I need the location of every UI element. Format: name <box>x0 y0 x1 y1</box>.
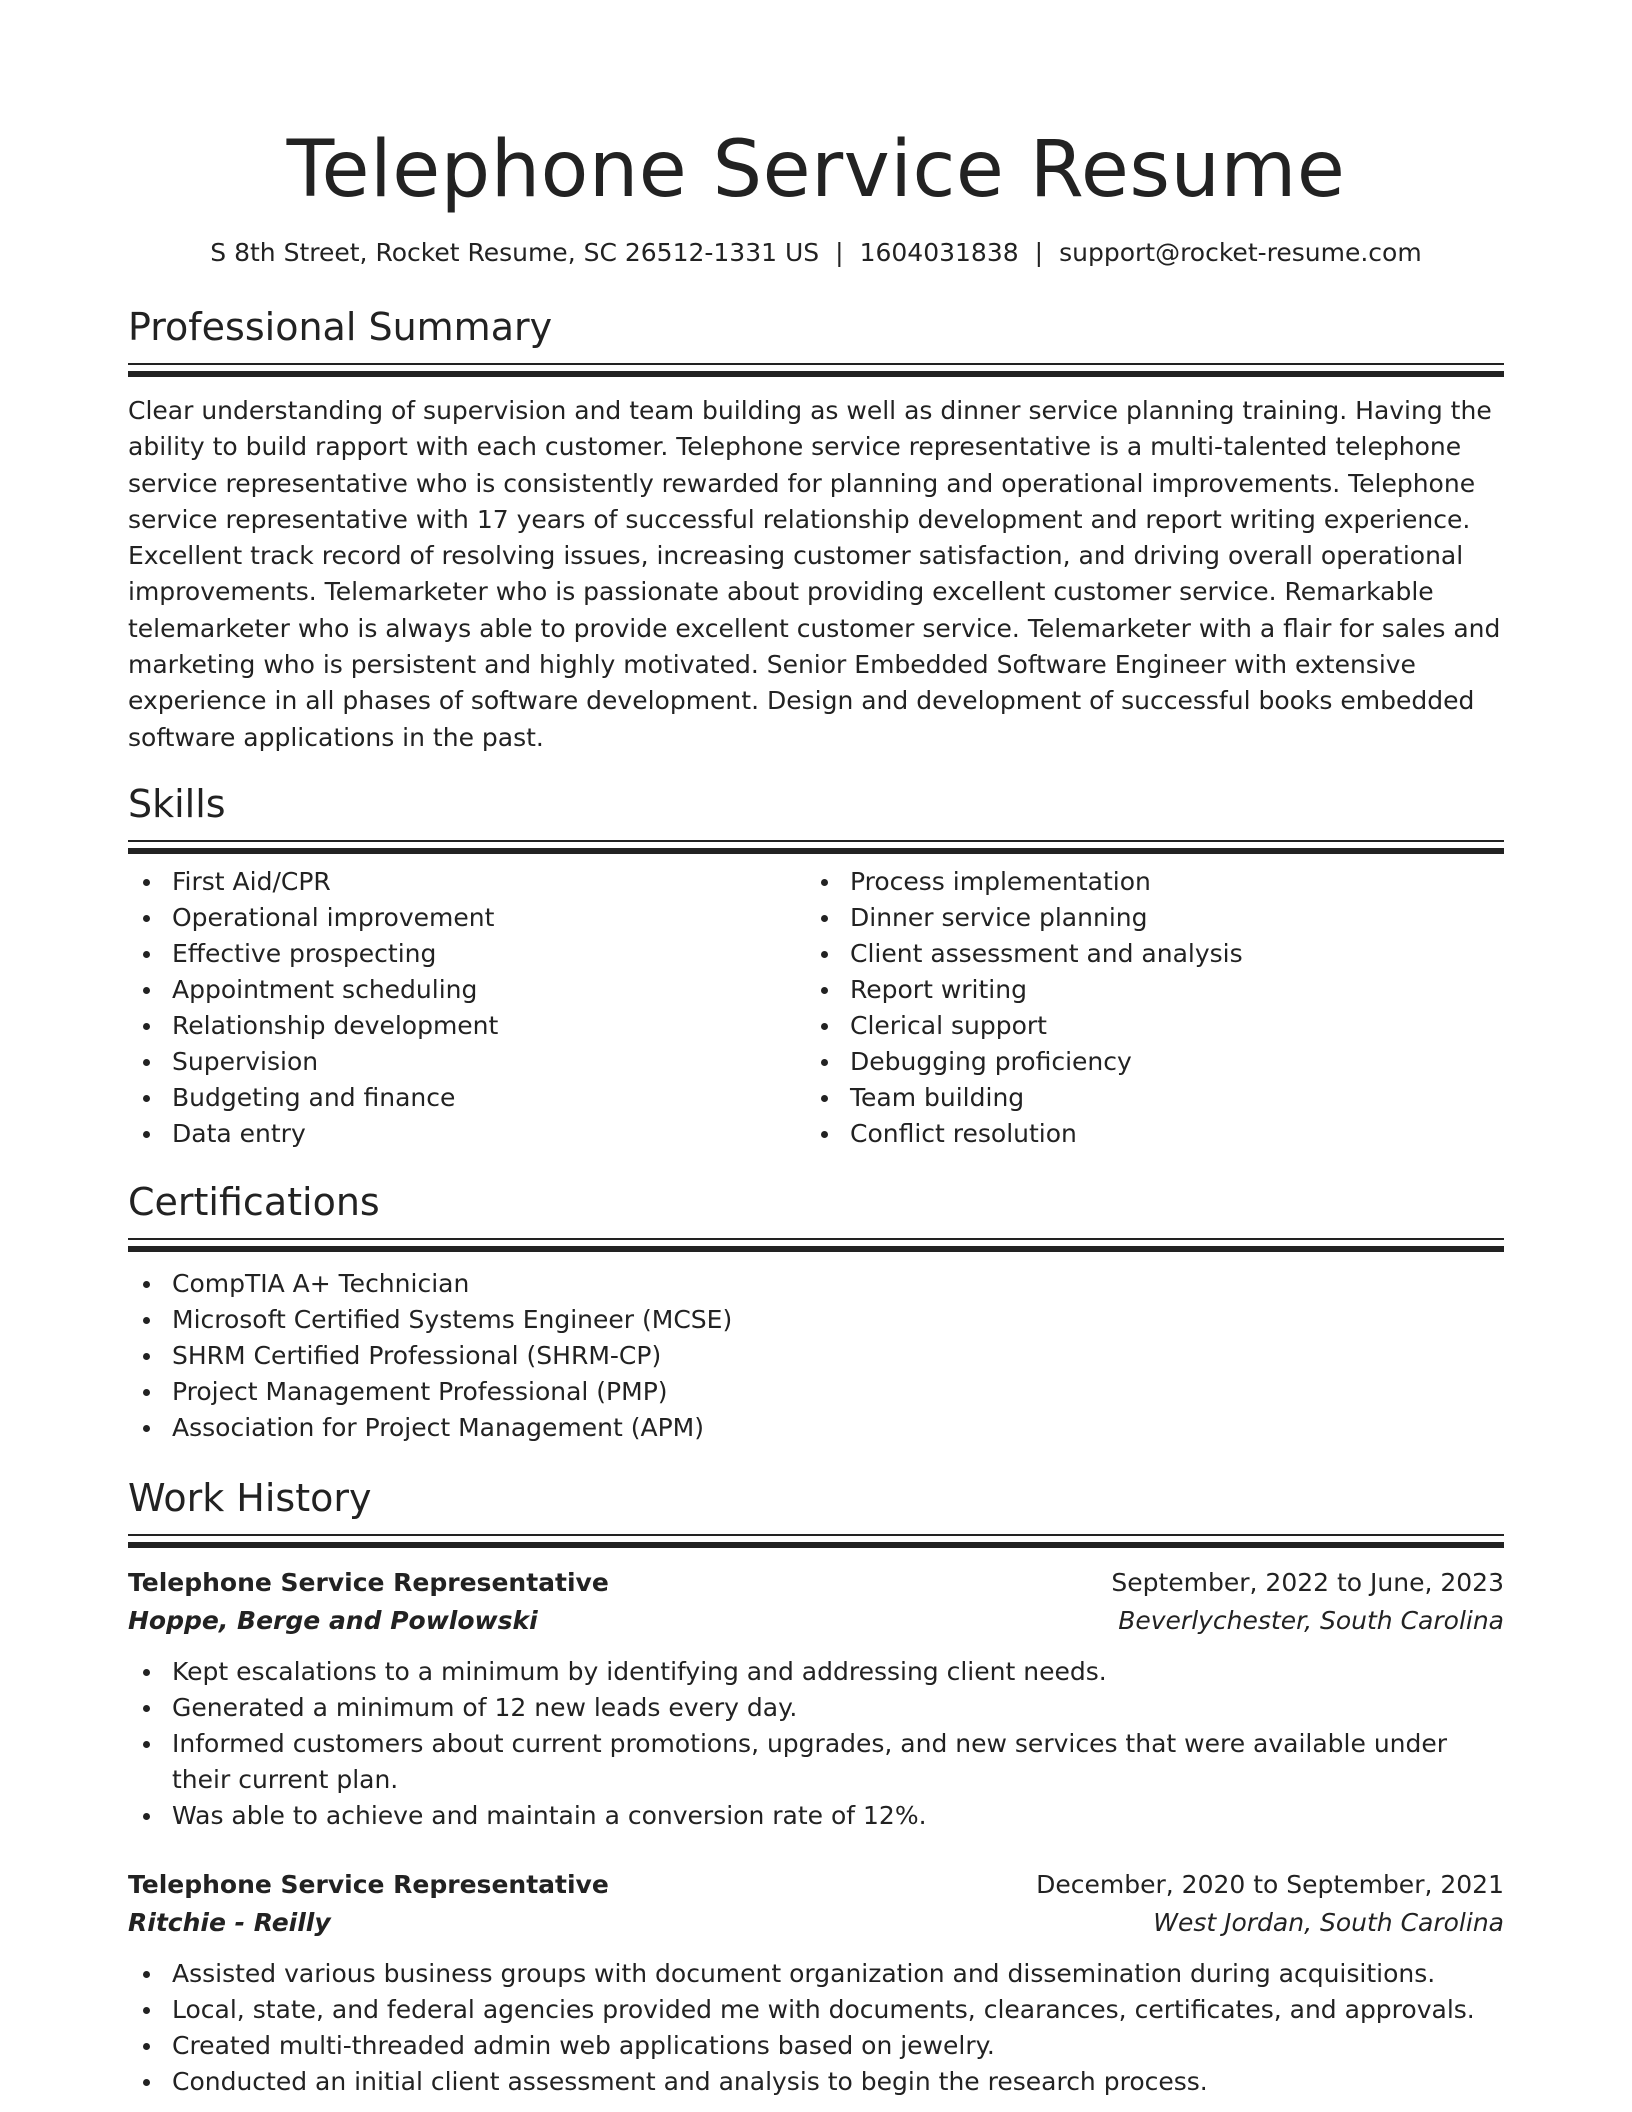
skill-item: First Aid/CPR <box>172 864 806 900</box>
section-rule <box>128 363 1504 365</box>
section-rule-thick <box>128 848 1504 854</box>
job-bullet: Kept escalations to a minimum by identifying and addressing client needs. <box>172 1654 1504 1690</box>
skill-item: Conflict resolution <box>850 1116 1484 1152</box>
job-entry <box>128 1866 1504 2100</box>
skills-list-right <box>806 864 1484 1152</box>
skill-item: Process implementation <box>850 864 1484 900</box>
skills-column-left <box>128 864 806 1152</box>
skill-item: Clerical support <box>850 1008 1484 1044</box>
skill-item: Client assessment and analysis <box>850 936 1484 972</box>
job-title: Telephone Service Representative <box>128 1567 609 1597</box>
job-subheader-row <box>128 1602 1504 1640</box>
contact-email[interactable]: support@rocket-resume.com <box>1059 238 1422 267</box>
job-bullets <box>128 1956 1504 2100</box>
job-subheader-row <box>128 1904 1504 1942</box>
summary-text: Clear understanding of supervision and team building as well as dinner service planning training. Having the ability to build rapport with each customer. Telephone service representative is a multi-talented telephone service representative who is consistently rewarded for planning and operational improvements. Telephone service representative with 17 years of successful relationship development and report writing experience. Excellent track record of resolving issues, increasing customer satisfaction, and driving overall operational improvements. Telemarketer who is passionate about providing excellent customer service. Remarkable telemarketer who is always able to provide excellent customer service. Telemarketer with a flair for sales and marketing who is persistent and highly motivated. Senior Embedded Software Engineer with extensive experience in all phases of software development. Design and development of successful books embedded software applications in the past. <box>128 396 1501 752</box>
certification-item: Microsoft Certified Systems Engineer (MCSE) <box>172 1302 1504 1338</box>
skill-item: Dinner service planning <box>850 900 1484 936</box>
skill-item: Budgeting and finance <box>172 1080 806 1116</box>
skills-grid <box>128 864 1504 1152</box>
job-bullet: Conducted an initial client assessment and analysis to begin the research process. <box>172 2064 1504 2100</box>
job-dates: December, 2020 to September, 2021 <box>1036 1869 1504 1899</box>
skill-item: Appointment scheduling <box>172 972 806 1008</box>
contact-separator: | <box>1034 238 1044 267</box>
section-rule-thick <box>128 1542 1504 1548</box>
contact-line <box>128 236 1504 270</box>
section-rule <box>128 1534 1504 1536</box>
skill-item: Effective prospecting <box>172 936 806 972</box>
job-dates: September, 2022 to June, 2023 <box>1111 1567 1504 1597</box>
job-header-row <box>128 1564 1504 1602</box>
job-employer: Ritchie - Reilly <box>128 1907 331 1937</box>
skills-column-right <box>806 864 1484 1152</box>
job-title: Telephone Service Representative <box>128 1869 609 1899</box>
summary-section <box>128 303 1504 756</box>
summary-heading: Professional Summary <box>128 305 553 349</box>
job-bullet: Created multi-threaded admin web applications based on jewelry. <box>172 2028 1504 2064</box>
section-rule-thick <box>128 1246 1504 1252</box>
skill-item: Operational improvement <box>172 900 806 936</box>
job-location: Beverlychester, South Carolina <box>1118 1605 1504 1635</box>
contact-phone: 1604031838 <box>859 238 1019 267</box>
job-header-row <box>128 1866 1504 1904</box>
job-bullet: Local, state, and federal agencies provided me with documents, clearances, certificates, and approvals. <box>172 1992 1504 2028</box>
job-bullet: Assisted various business groups with document organization and dissemination during acquisitions. <box>172 1956 1504 1992</box>
skill-item: Team building <box>850 1080 1484 1116</box>
skill-item: Relationship development <box>172 1008 806 1044</box>
section-rule-thick <box>128 371 1504 377</box>
skill-item: Supervision <box>172 1044 806 1080</box>
skill-item: Debugging proficiency <box>850 1044 1484 1080</box>
skill-item: Report writing <box>850 972 1484 1008</box>
skills-heading: Skills <box>128 781 226 826</box>
section-rule <box>128 1238 1504 1240</box>
contact-separator: | <box>835 238 844 267</box>
certification-item: SHRM Certified Professional (SHRM-CP) <box>172 1338 1504 1374</box>
job-bullet: Informed customers about current promotions, upgrades, and new services that were available under their current plan. <box>172 1726 1504 1798</box>
job-bullet: Generated a minimum of 12 new leads every day. <box>172 1690 1504 1726</box>
contact-address: S 8th Street, Rocket Resume, SC 26512-1331 US <box>210 238 820 267</box>
certification-item: CompTIA A+ Technician <box>172 1266 1504 1302</box>
section-rule <box>128 840 1504 842</box>
job-entry <box>128 1564 1504 1834</box>
job-location: West Jordan, South Carolina <box>1153 1907 1504 1937</box>
certification-item: Project Management Professional (PMP) <box>172 1374 1504 1410</box>
work-history-heading: Work History <box>128 1475 372 1520</box>
job-bullets <box>128 1654 1504 1834</box>
job-bullet: Was able to achieve and maintain a conversion rate of 12%. <box>172 1798 1504 1834</box>
job-employer: Hoppe, Berge and Powlowski <box>128 1605 538 1635</box>
skills-section <box>128 780 1504 1152</box>
resume-title: Telephone Service Resume <box>286 125 1346 215</box>
certifications-heading: Certifications <box>128 1179 380 1224</box>
skills-list-left <box>128 864 806 1152</box>
certifications-section <box>128 1178 1504 1446</box>
certifications-list <box>128 1266 1504 1446</box>
skill-item: Data entry <box>172 1116 806 1152</box>
work-history-section <box>128 1474 1504 2100</box>
certification-item: Association for Project Management (APM) <box>172 1410 1504 1446</box>
